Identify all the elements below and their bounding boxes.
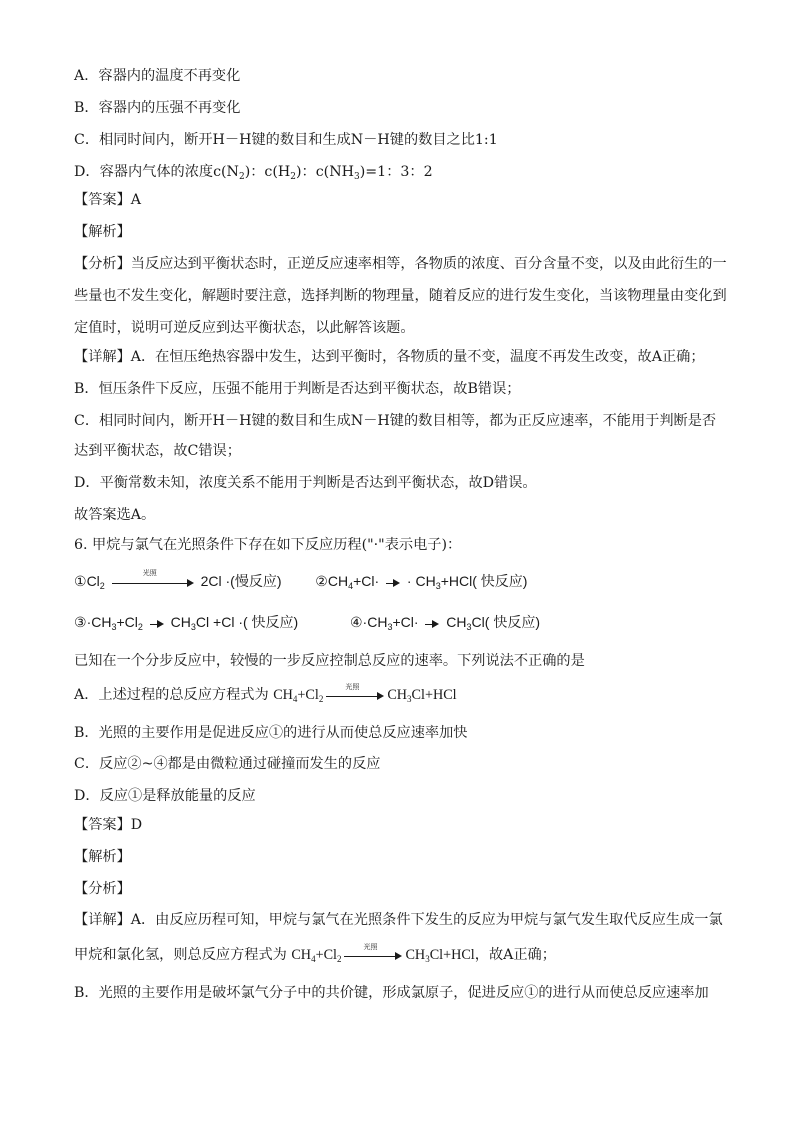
- q5-detail-b: B．恒压条件下反应，压强不能用于判断是否达到平衡状态，故B错误；: [74, 381, 521, 397]
- q5-fenxi-line3: 定值时，说明可逆反应到达平衡状态，以此解答该题。: [74, 320, 415, 336]
- q6-option-c: C．反应②~④都是由微粒通过碰撞而发生的反应: [74, 756, 381, 772]
- q5-option-c: C．相同时间内，断开H－H键的数目和生成N－H键的数目之比1:1: [74, 132, 498, 148]
- total-equation: $CH_4+Cl_2$: [273, 687, 324, 704]
- q5-fenxi-line1: 【分析】当反应达到平衡状态时，正逆反应速率相等，各物质的浓度、百分含量不变，以及由此衍生的一: [74, 256, 727, 272]
- arrow-icon: [386, 575, 400, 589]
- q6-known: 已知在一个分步反应中，较慢的一步反应控制总反应的速率。下列说法不正确的是: [74, 653, 585, 669]
- q5-answer: 【答案】A: [74, 192, 141, 208]
- q5-detail-d: D．平衡常数未知，浓度关系不能用于判断是否达到平衡状态，故D错误。: [74, 475, 537, 491]
- q5-detail-c1: C．相同时间内，断开H－H键的数目和生成N－H键的数目相等，都为正反应速率，不能用于判断是否: [74, 413, 717, 429]
- reaction-3: $③\cdot CH_3+Cl_2$ $CH_3Cl +Cl$ ·( 快反应): [74, 614, 299, 632]
- light-arrow-icon: 光照: [112, 575, 194, 589]
- light-arrow-icon: 光照: [326, 688, 384, 702]
- q6-reaction-1-2: [74, 571, 734, 591]
- q6-option-d: D．反应①是释放能量的反应: [74, 788, 256, 804]
- q6-answer: 【答案】D: [74, 817, 143, 833]
- q6-detail-a1: 【详解】A．由反应历程可知，甲烷与氯气在光照条件下发生的反应为甲烷与氯气发生取代反应生成一氯: [74, 912, 723, 928]
- q5-option-a: A．容器内的温度不再变化: [74, 68, 241, 84]
- q5-detail-c2: 达到平衡状态，故C错误；: [74, 443, 241, 459]
- q6-stem: 6. 甲烷与氯气在光照条件下存在如下反应历程("·"表示电子)：: [74, 537, 462, 553]
- q6-detail-a2: 甲烷和氯化氢，则总反应方程式为 $CH_4+Cl_2$ 光照 $CH_3Cl+HCl$，故A正确；: [74, 943, 556, 964]
- q6-detail-b: B．光照的主要作用是破坏氯气分子中的共价键，形成氯原子，促进反应①的进行从而使总反应速率加: [74, 985, 709, 1001]
- q5-option-b: B．容器内的压强不再变化: [74, 100, 241, 116]
- reaction-1: $①Cl_2$ 光照 2Cl ·(慢反应): [74, 570, 282, 591]
- q5-fenxi-line2: 些量也不发生变化，解题时要注意，选择判断的物理量，随着反应的进行发生变化，当该物理量由变化到: [74, 288, 727, 304]
- q5-detail-a: 【详解】A．在恒压绝热容器中发生，达到平衡时，各物质的量不变，温度不再发生改变，故A正确；: [74, 349, 705, 365]
- q6-reaction-3-4: [74, 612, 734, 632]
- q6-analysis-heading: 【解析】: [74, 849, 131, 865]
- arrow-icon: [425, 616, 439, 630]
- q5-option-d: D．容器内气体的浓度$c(N_2)$：$c(H_2)$：$c(NH_3)=1$：3：2: [74, 164, 433, 182]
- q6-option-a: A．上述过程的总反应方程式为 $CH_4+Cl_2$ 光照 $CH_3Cl+HCl$: [74, 683, 457, 704]
- q5-conclusion: 故答案选A。: [74, 507, 156, 523]
- q6-fenxi: 【分析】: [74, 881, 131, 897]
- arrow-icon: [150, 616, 164, 630]
- q5-analysis-heading: 【解析】: [74, 224, 131, 240]
- q6-option-b: B．光照的主要作用是促进反应①的进行从而使总反应速率加快: [74, 725, 468, 741]
- reaction-2: $②CH_4+Cl\cdot$ · $CH_3+HCl$( 快反应): [315, 573, 528, 591]
- light-arrow-icon: 光照: [344, 948, 402, 962]
- reaction-4: $④\cdot CH_3+Cl\cdot$ $CH_3Cl$( 快反应): [349, 614, 540, 632]
